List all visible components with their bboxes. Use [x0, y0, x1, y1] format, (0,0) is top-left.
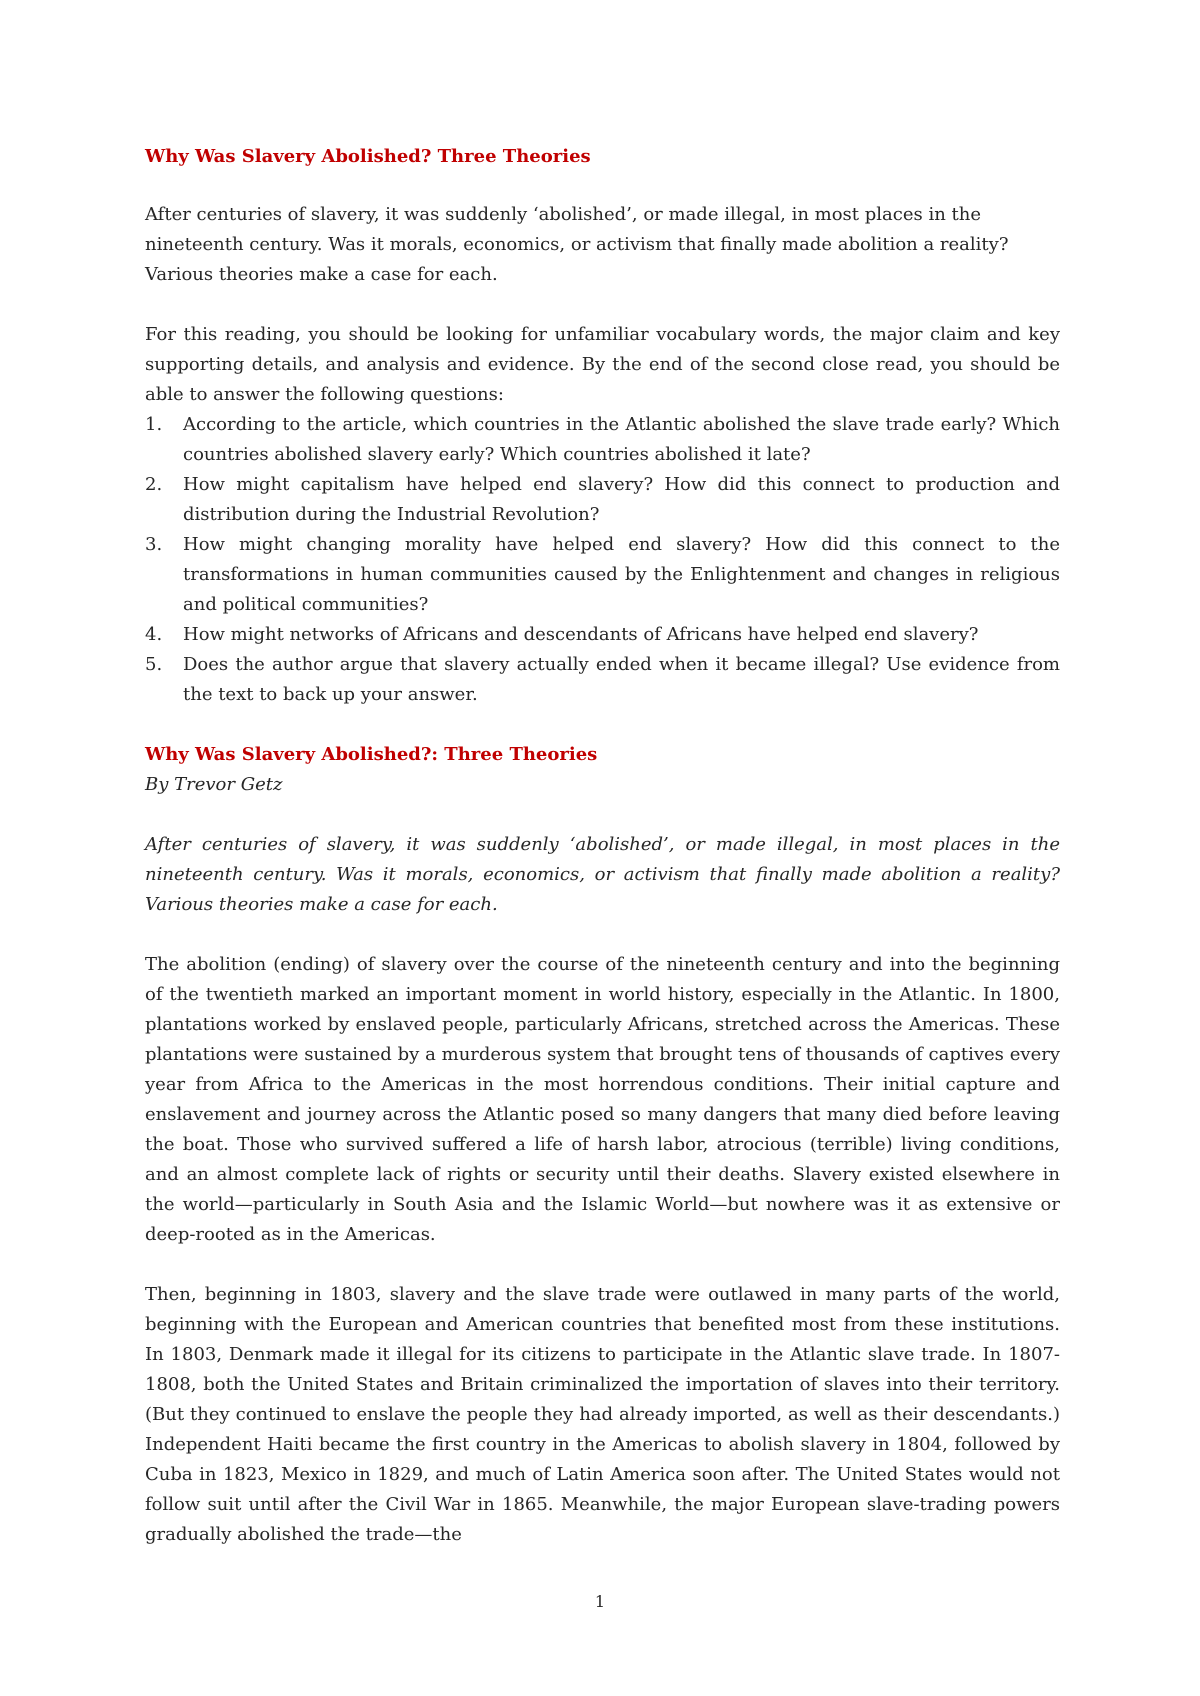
question-text: How might capitalism have helped end slavery? How did this connect to production and distribution during the Industrial Revolution? [183, 474, 1060, 525]
question-text: According to the article, which countries in the Atlantic abolished the slave trade early? Which countries abolished slavery early? Which countries abolished it late? [183, 414, 1060, 465]
intro-paragraph: After centuries of slavery, it was suddenly ‘abolished’, or made illegal, in most places in the nineteenth century. Was it morals, economics, or activism that finally made abolition a reality? Various theories make a case for each. [145, 204, 1009, 285]
question-text: How might networks of Africans and descendants of Africans have helped end slavery? [183, 624, 979, 645]
question-item [145, 530, 1060, 620]
question-number: 5. [145, 654, 163, 675]
question-item [145, 620, 1060, 650]
byline: By Trevor Getz [145, 774, 283, 795]
question-number: 4. [145, 624, 163, 645]
article-lede: After centuries of slavery, it was suddenly ‘abolished’, or made illegal, in most places in the nineteenth century. Was it morals, economics, or activism that finally made abolition a reality? Various theories make a case for each. [145, 834, 1060, 915]
page-title: Why Was Slavery Abolished? Three Theories [145, 146, 591, 167]
question-number: 3. [145, 534, 163, 555]
body-paragraph: Then, beginning in 1803, slavery and the slave trade were outlawed in many parts of the world, beginning with the European and American countries that benefited most from these institutions. In 1803, Denmark made it illegal for its citizens to participate in the Atlantic slave trade. In 1807-1808, both the United States and Britain criminalized the importation of slaves into their territory. (But they continued to enslave the people they had already imported, as well as their descendants.) Independent Haiti became the first country in the Americas to abolish slavery in 1804, followed by Cuba in 1823, Mexico in 1829, and much of Latin America soon after. The United States would not follow suit until after the Civil War in 1865. Meanwhile, the major European slave-trading powers gradually abolished the trade—the [145, 1284, 1060, 1545]
document-page [145, 142, 1060, 1550]
question-text: How might changing morality have helped end slavery? How did this connect to the transformations in human communities caused by the Enlightenment and changes in religious and political communities? [183, 534, 1060, 615]
instructions-paragraph: For this reading, you should be looking for unfamiliar vocabulary words, the major claim and key supporting details, and analysis and evidence. By the end of the second close read, you should be able to answer the following questions: [145, 324, 1060, 405]
page-number: 1 [594, 1592, 606, 1611]
question-item [145, 470, 1060, 530]
question-text: Does the author argue that slavery actually ended when it became illegal? Use evidence from the text to back up your answer. [183, 654, 1060, 705]
article-title: Why Was Slavery Abolished?: Three Theories [145, 744, 598, 765]
question-number: 2. [145, 474, 163, 495]
questions-list [145, 410, 1060, 710]
body-paragraph: The abolition (ending) of slavery over the course of the nineteenth century and into the beginning of the twentieth marked an important moment in world history, especially in the Atlantic. In 1800, plantations worked by enslaved people, particularly Africans, stretched across the Americas. These plantations were sustained by a murderous system that brought tens of thousands of captives every year from Africa to the Americas in the most horrendous conditions. Their initial capture and enslavement and journey across the Atlantic posed so many dangers that many died before leaving the boat. Those who survived suffered a life of harsh labor, atrocious (terrible) living conditions, and an almost complete lack of rights or security until their deaths. Slavery existed elsewhere in the world—particularly in South Asia and the Islamic World—but nowhere was it as extensive or deep-rooted as in the Americas. [145, 954, 1060, 1245]
question-item [145, 410, 1060, 470]
question-item [145, 650, 1060, 710]
question-number: 1. [145, 414, 163, 435]
